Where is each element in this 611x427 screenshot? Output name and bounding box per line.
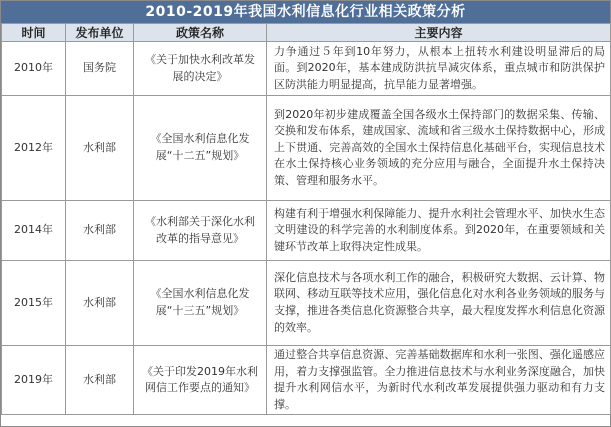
cell-policy-name: 《全国水利信息化发展“十三五”规划》 <box>134 261 267 346</box>
cell-time: 2015年 <box>2 261 66 346</box>
table-row <box>2 42 611 96</box>
cell-content: 通过整合共享信息资源、完善基础数据库和水利一张图、强化遥感应用，着力支撑强监管。全力推进信息技术与水利业务深度融合，加快提升水利网信水平，为新时代水利改革发展提供强力驱动和有力支撑。 <box>267 346 611 415</box>
table-row <box>2 96 611 201</box>
cell-time: 2019年 <box>2 346 66 415</box>
cell-time: 2012年 <box>2 96 66 201</box>
table-row <box>2 261 611 346</box>
policy-table <box>1 23 611 415</box>
table-row <box>2 201 611 261</box>
cell-time: 2014年 <box>2 201 66 261</box>
column-header-org: 发布单位 <box>66 24 134 42</box>
table-header-row <box>2 24 611 42</box>
cell-org: 水利部 <box>66 261 134 346</box>
column-header-policy-name: 政策名称 <box>134 24 267 42</box>
cell-policy-name: 《关于加快水利改革发展的决定》 <box>134 42 267 96</box>
cell-time: 2010年 <box>2 42 66 96</box>
table-title: 2010-2019年我国水利信息化行业相关政策分析 <box>1 1 610 23</box>
cell-org: 国务院 <box>66 42 134 96</box>
cell-policy-name: 《水利部关于深化水利改革的指导意见》 <box>134 201 267 261</box>
cell-org: 水利部 <box>66 96 134 201</box>
cell-content: 深化信息技术与各项水利工作的融合，积极研究大数据、云计算、物联网、移动互联等技术应用，强化信息化对水利各业务领域的服务与支撑，推进各类信息化资源整合共享，最大程度发挥水利信息化资源的效率。 <box>267 261 611 346</box>
cell-content: 到2020年初步建成覆盖全国各级水土保持部门的数据采集、传输、交换和发布体系，建成国家、流域和省三级水土保持数据中心，形成上下贯通、完善高效的全国水土保持信息化基础平台，实现信息技术在水土保持核心业务领域的充分应用与融合，全面提升水土保持决策、管理和服务水平。 <box>267 96 611 201</box>
cell-policy-name: 《关于印发2019年水利网信工作要点的通知》 <box>134 346 267 415</box>
cell-org: 水利部 <box>66 201 134 261</box>
cell-org: 水利部 <box>66 346 134 415</box>
cell-content: 构建有利于增强水利保障能力、提升水利社会管理水平、加快水生态文明建设的科学完善的水利制度体系。到2020年，在重要领域和关键环节改革上取得决定性成果。 <box>267 201 611 261</box>
column-header-content: 主要内容 <box>267 24 611 42</box>
table-row <box>2 346 611 415</box>
cell-policy-name: 《全国水利信息化发展“十二五”规划》 <box>134 96 267 201</box>
column-header-time: 时间 <box>2 24 66 42</box>
cell-content: 力争通过５年到10年努力，从根本上扭转水利建设明显滞后的局面。到2020年，基本建成防洪抗旱减灾体系，重点城市和防洪保护区防洪能力明显提高，抗旱能力显著增强。 <box>267 42 611 96</box>
